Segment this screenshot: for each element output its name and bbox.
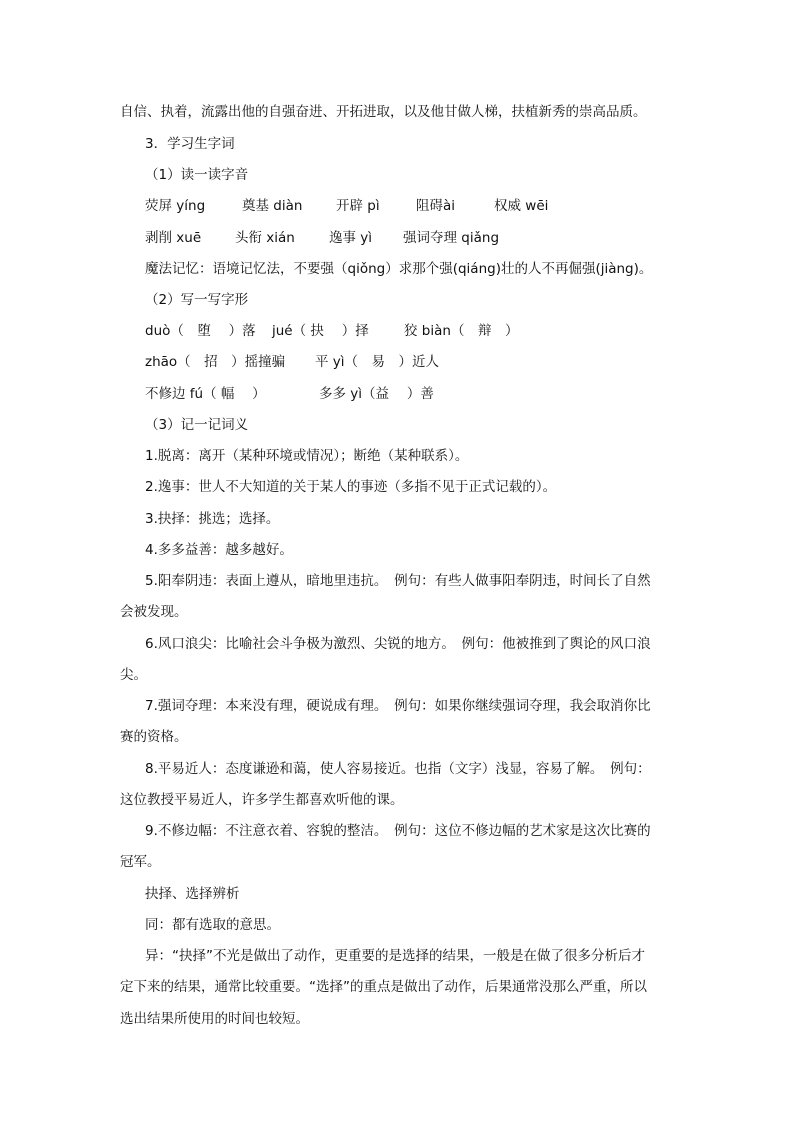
pronunciation-item: 权威 wēi [494, 198, 549, 214]
section-heading-vocabulary: 3．学习生字词 [145, 136, 235, 152]
analysis-similarity: 同：都有选取的意思。 [145, 917, 280, 933]
definition-item-continued: 冠军。 [120, 854, 161, 870]
definition-item: 6.风口浪尖：比喻社会斗争极为激烈、尖锐的地方。 例句：他被推到了舆论的风口浪 [145, 636, 651, 652]
definition-item: 5.阳奉阴违：表面上遵从，暗地里违抗。 例句：有些人做事阳奉阴违，时间长了自然 [145, 573, 651, 589]
definition-item: 1.脱离：离开（某种环境或情况）；断绝（某种联系）。 [145, 448, 469, 464]
pronunciation-item: 剥削 xuē [145, 230, 202, 246]
analysis-heading: 抉择、选择辨析 [145, 886, 240, 902]
writing-item: zhāo（ 招 ）摇撞骗 [145, 354, 286, 370]
definition-item: 7.强词夺理：本来没有理，硬说成有理。 例句：如果你继续强词夺理，我会取消你比 [145, 698, 651, 714]
pronunciation-item: 头衔 xián [235, 230, 295, 246]
pronunciation-item: 阻碍ài [416, 198, 456, 214]
definition-item: 2.逸事：世人不大知道的关于某人的事迹（多指不见于正式记载的）。 [145, 479, 557, 495]
analysis-difference-continued: 选出结果所使用的时间也较短。 [120, 1011, 309, 1027]
memory-tip: 魔法记忆：语境记忆法，不要强（qiǒng）求那个强(qiáng)壮的人不再倔强(jiàng)。 [145, 261, 653, 277]
subheading-writing: （2）写一写字形 [145, 292, 249, 308]
subheading-meaning: （3）记一记词义 [145, 417, 249, 433]
definition-item-continued: 赛的资格。 [120, 729, 188, 745]
writing-item: jué（ 抉 ）择 [272, 323, 369, 339]
pronunciation-item: 逸事 yì [329, 230, 373, 246]
analysis-difference: 异：“抉择”不光是做出了动作，更重要的是选择的结果，一般是在做了很多分析后才 [145, 948, 645, 964]
definition-item: 8.平易近人：态度谦逊和蔼，使人容易接近。也指（文字）浅显，容易了解。 例句： [145, 761, 651, 777]
pronunciation-item: 奠基 diàn [242, 198, 303, 214]
writing-item: 平 yì（ 易 ）近人 [315, 354, 440, 370]
definition-item: 9.不修边幅：不注意衣着、容貌的整洁。 例句：这位不修边幅的艺术家是这次比赛的 [145, 823, 651, 839]
pronunciation-item: 荧屏 yíng [145, 198, 206, 214]
writing-item: duò（ 堕 ）落 [145, 323, 256, 339]
definition-item: 4.多多益善：越多越好。 [145, 542, 293, 558]
pronunciation-item: 开辟 pì [336, 198, 380, 214]
writing-item: 狡 biàn（ 辩 ） [404, 323, 519, 339]
definition-item-continued: 会被发现。 [120, 604, 188, 620]
writing-item: 多多 yì（益 ）善 [319, 386, 434, 402]
subheading-pronunciation: （1）读一读字音 [145, 167, 249, 183]
paragraph-continuation: 自信、执着，流露出他的自强奋进、开拓进取，以及他甘做人梯，扶植新秀的崇高品质。 [120, 104, 647, 120]
definition-item-continued: 尖。 [120, 667, 147, 683]
definition-item: 3.抉择：挑选；选择。 [145, 511, 280, 527]
pronunciation-item: 强词夺理 qiǎng [403, 230, 500, 246]
definition-item-continued: 这位教授平易近人，许多学生都喜欢听他的课。 [120, 792, 404, 808]
writing-item: 不修边 fú（ 幅 ） [145, 386, 266, 402]
analysis-difference-continued: 定下来的结果，通常比较重要。“选择”的重点是做出了动作，后果通常没那么严重，所以 [120, 979, 647, 995]
